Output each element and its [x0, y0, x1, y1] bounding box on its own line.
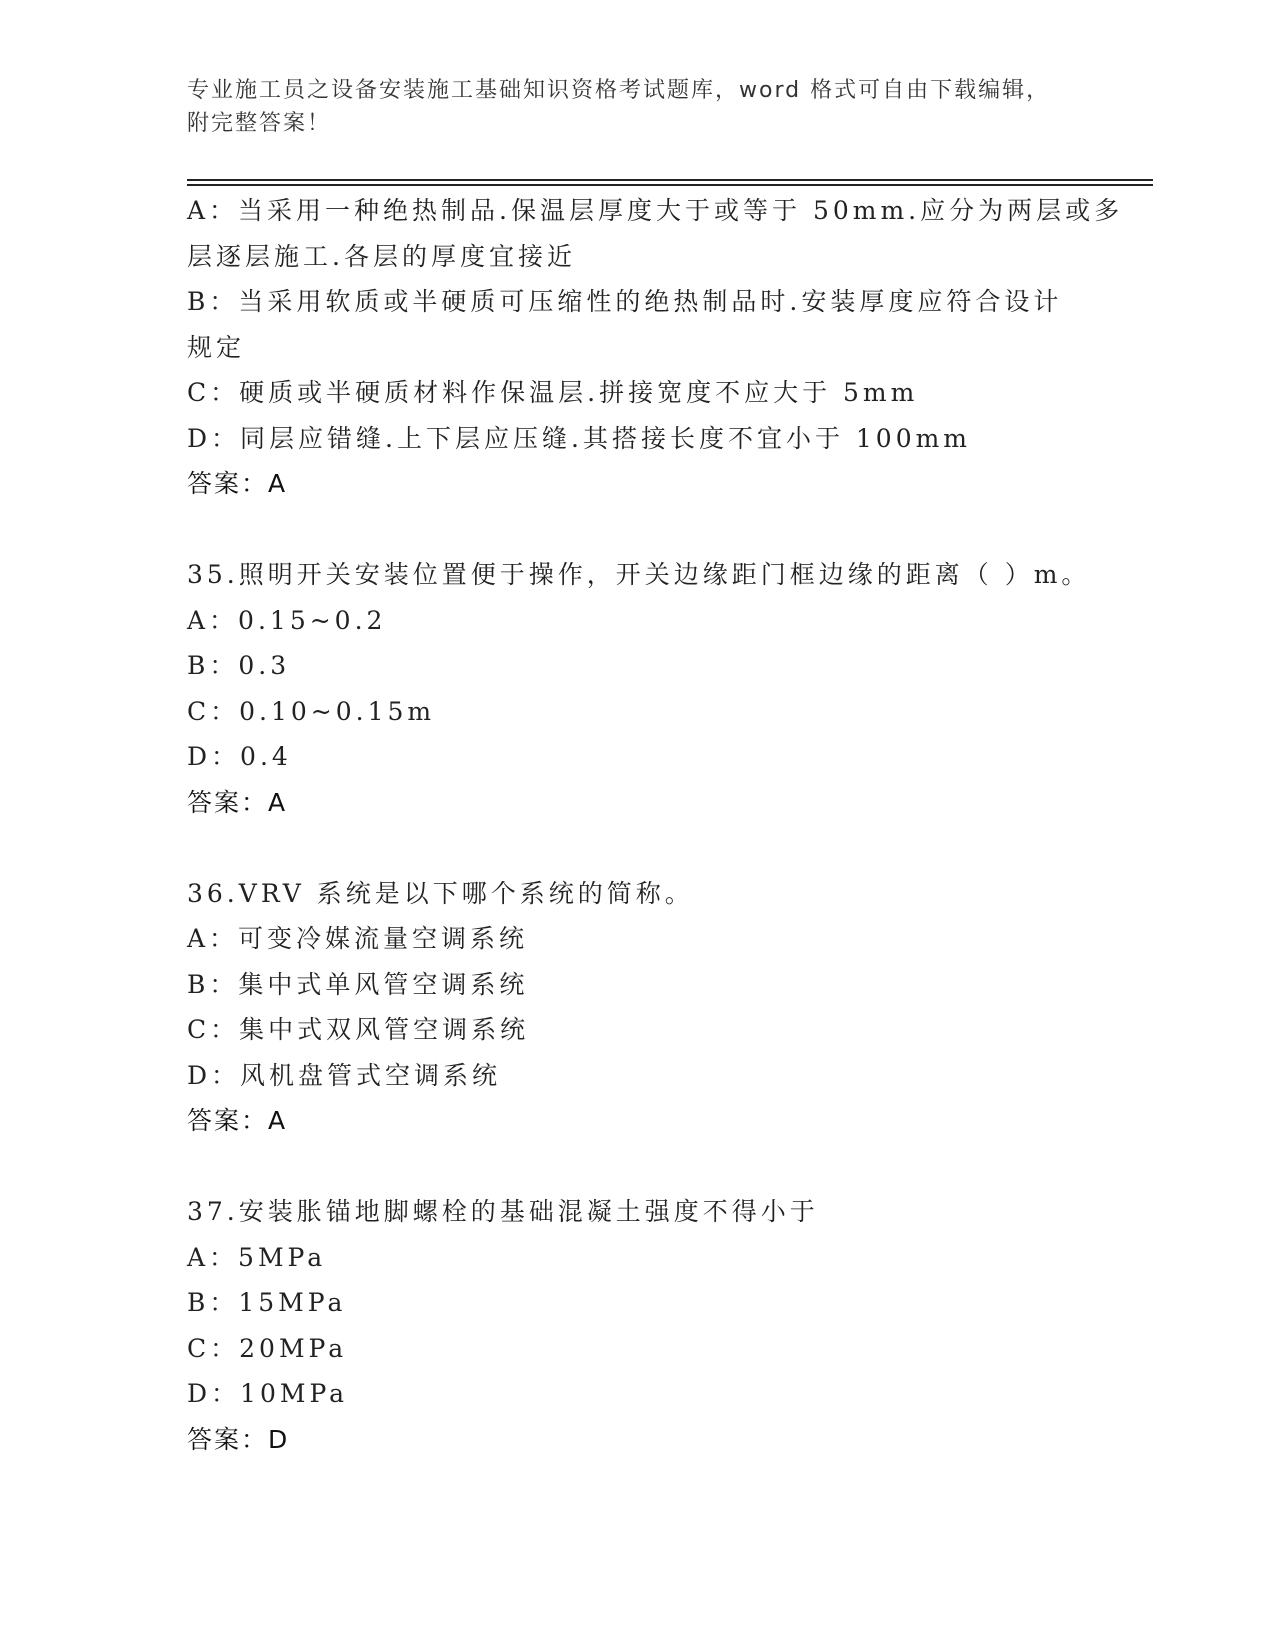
q35-answer: 答案：A	[187, 787, 288, 817]
q35-option-d: D：0.4	[187, 742, 292, 771]
q37-option-d: D：10MPa	[187, 1379, 349, 1408]
question-list	[187, 188, 1124, 1462]
q34-option-b-line-2: 规定	[187, 332, 246, 362]
q37-option-c: C：20MPa	[187, 1333, 348, 1363]
question-35-block	[187, 552, 1091, 825]
q37-option-b: B：15MPa	[187, 1288, 347, 1317]
question-34-block	[187, 188, 1124, 507]
spacer	[187, 1144, 1087, 1190]
header-title-line-1: 专业施工员之设备安装施工基础知识资格考试题库，word 格式可自由下载编辑，	[187, 78, 1051, 103]
q34-option-b-line-1: B：当采用软质或半硬质可压缩性的绝热制品时.安装厚度应符合设计	[187, 287, 1063, 316]
q34-answer: 答案：A	[187, 469, 288, 498]
q35-question: 35.照明开关安装位置便于操作，开关边缘距门框边缘的距离（ ）m。	[187, 560, 1091, 589]
q34-option-d: D：同层应错缝.上下层应压缝.其搭接长度不宜小于 100mm	[187, 423, 972, 453]
q36-answer: 答案：A	[187, 1106, 288, 1135]
q34-option-a-line-2: 层逐层施工.各层的厚度宜接近	[187, 241, 576, 271]
spacer	[187, 507, 1087, 553]
q35-option-b: B：0.3	[187, 651, 291, 680]
q36-option-c: C：集中式双风管空调系统	[187, 1015, 530, 1044]
q35-option-a: A：0.15~0.2	[187, 605, 387, 635]
document-header	[187, 74, 1067, 140]
header-divider-bottom	[187, 184, 1153, 186]
q37-answer: 答案：D	[187, 1424, 290, 1454]
spacer	[187, 825, 1087, 871]
header-title-line-2: 附完整答案！	[187, 111, 332, 136]
q36-option-a: A：可变冷媒流量空调系统	[187, 924, 529, 953]
q34-option-a-line-1: A：当采用一种绝热制品.保温层厚度大于或等于 50mm.应分为两层或多	[187, 196, 1124, 225]
q34-option-c: C：硬质或半硬质材料作保温层.拼接宽度不应大于 5mm	[187, 378, 919, 407]
question-37-block	[187, 1189, 1087, 1462]
q36-option-b: B：集中式单风管空调系统	[187, 969, 529, 999]
q35-option-c: C：0.10~0.15m	[187, 696, 436, 726]
q36-question: 36.VRV 系统是以下哪个系统的简称。	[187, 878, 694, 908]
q36-option-d: D：风机盘管式空调系统	[187, 1060, 502, 1090]
q37-question: 37.安装胀锚地脚螺栓的基础混凝土强度不得小于	[187, 1197, 819, 1226]
header-divider-top	[187, 179, 1153, 181]
question-36-block	[187, 871, 1087, 1144]
q37-option-a: A：5MPa	[187, 1242, 327, 1272]
